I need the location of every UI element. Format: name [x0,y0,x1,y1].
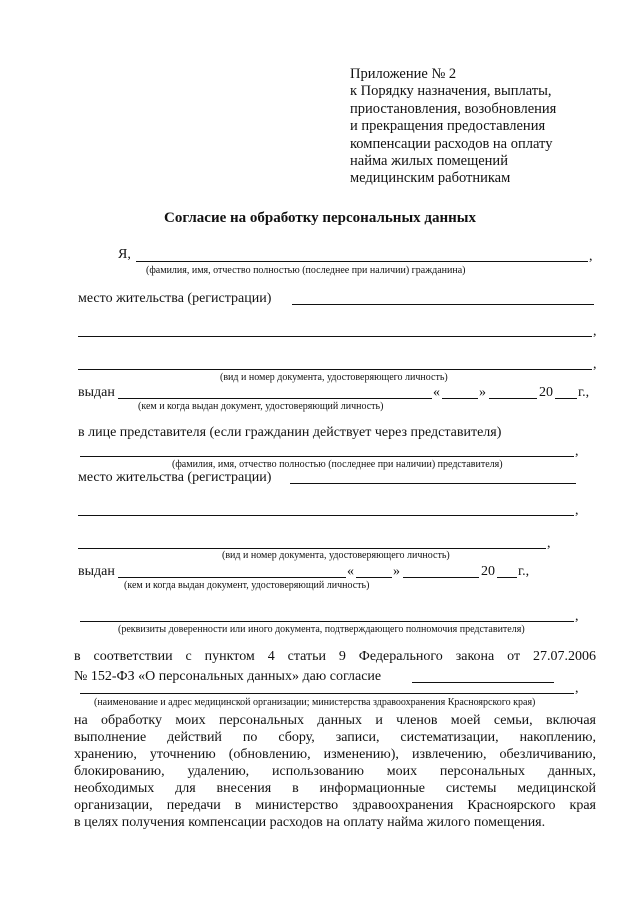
residence-label: место жительства (регистрации) [78,291,272,306]
comma: , [575,609,579,624]
consent-body-line: хранению, уточнению (обновлению, изменению), извлечению, обезличиванию, [74,747,596,762]
authority-document-caption: (реквизиты доверенности или иного документа, подтверждающего полномочия представителя) [118,624,525,635]
representative-name-field[interactable] [80,456,574,457]
appendix-line: и прекращения предоставления [350,118,546,135]
appendix-line: медицинским работникам [350,170,511,187]
authority-document-field[interactable] [80,621,574,622]
residence-field[interactable] [292,304,594,305]
year-suffix: г., [578,385,590,400]
organization-field[interactable] [412,682,554,683]
representative-issued-month-field[interactable] [403,577,479,578]
issued-month-field[interactable] [489,398,537,399]
comma: , [575,503,579,518]
issued-label: выдан [78,385,115,400]
comma: , [575,444,579,459]
document-title: Согласие на обработку персональных данных [163,210,476,226]
quote-close: » [479,385,486,400]
consent-body-line: блокированию, удалению, использованию моих персональных данных, [74,764,596,779]
identity-document-caption: (вид и номер документа, удостоверяющего личность) [220,372,448,383]
appendix-line: Приложение № 2 [350,66,457,82]
organization-field-continued[interactable] [80,693,574,694]
comma: , [589,249,593,264]
appendix-line: найма жилых помещений [350,153,508,170]
appendix-note [350,66,556,188]
representative-issued-by-field[interactable] [118,577,346,578]
representative-residence-field-continued[interactable] [78,515,574,516]
year-prefix: 20 [481,564,495,579]
representative-issued-day-field[interactable] [356,577,392,578]
representative-identity-document-field[interactable] [78,548,546,549]
organization-caption: (наименование и адрес медицинской организации; министерства здравоохранения Красноярского края) [94,697,536,708]
representative-issued-year-field[interactable] [497,577,517,578]
applicant-name-field[interactable] [136,261,588,262]
year-prefix: 20 [539,385,553,400]
representative-residence-label: место жительства (регистрации) [78,470,272,485]
issued-day-field[interactable] [442,398,478,399]
representative-residence-field[interactable] [290,483,576,484]
representative-issued-caption: (кем и когда выдан документ, удостоверяющий личность) [124,580,370,591]
consent-body-line: на обработку моих персональных данных и членов моей семьи, включая [74,713,596,728]
comma: , [575,681,579,696]
appendix-line: компенсации расходов на оплату [350,135,553,152]
quote-open: « [433,385,440,400]
consent-line-2: № 152-ФЗ «О персональных данных» даю согласие [74,669,382,684]
applicant-name-caption: (фамилия, имя, отчество полностью (последнее при наличии) гражданина) [146,265,466,276]
issued-caption: (кем и когда выдан документ, удостоверяющий личность) [138,401,384,412]
representative-name-caption: (фамилия, имя, отчество полностью (последнее при наличии) представителя) [172,459,503,470]
consent-body-line: в целях получения компенсации расходов на оплату найма жилого помещения. [74,815,546,830]
representative-heading: в лице представителя (если гражданин действует через представителя) [78,425,502,440]
comma: , [593,324,597,339]
comma: , [547,536,551,551]
issued-year-field[interactable] [555,398,577,399]
consent-line-1: в соответствии с пунктом 4 статьи 9 Федерального закона от 27.07.2006 [74,649,596,664]
consent-body-line: выполнение действий по сбору, записи, систематизации, накоплению, [74,730,596,745]
consent-body-line: необходимых для внесения в информационные системы медицинской [74,781,596,796]
representative-identity-document-caption: (вид и номер документа, удостоверяющего личность) [222,550,450,561]
issued-by-field[interactable] [118,398,432,399]
appendix-line: приостановления, возобновления [350,100,557,117]
appendix-line: к Порядку назначения, выплаты, [350,83,552,100]
i-label: Я, [118,247,131,262]
identity-document-field[interactable] [78,369,592,370]
residence-field-continued[interactable] [78,336,592,337]
representative-issued-label: выдан [78,564,115,579]
comma: , [593,357,597,372]
quote-close: » [393,564,400,579]
year-suffix: г., [518,564,530,579]
consent-body-line: организации, передачи в министерство здравоохранения Красноярского края [74,798,596,813]
quote-open: « [347,564,354,579]
